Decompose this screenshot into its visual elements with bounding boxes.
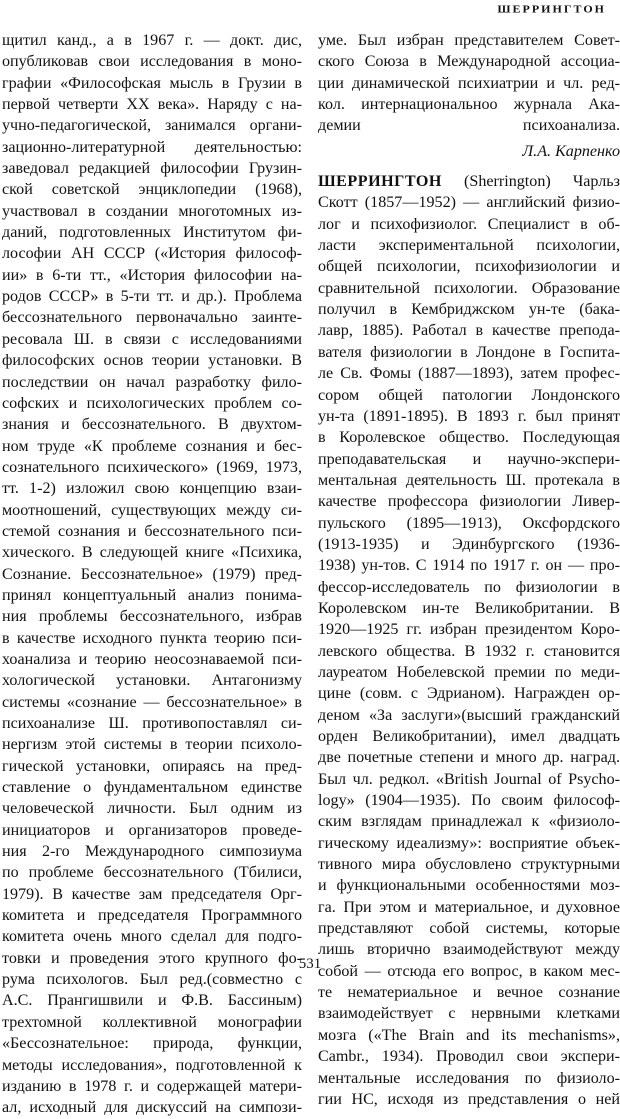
- text-line: собой — отсюда его вопрос, в каком мес-: [318, 962, 620, 980]
- text-line: ским взглядам принадлежал к «физиоло-: [318, 813, 620, 831]
- text-line: лавр, 1885). Работал в качестве препода-: [318, 322, 620, 340]
- text-line: человеческой личности. Был одним из: [2, 800, 302, 818]
- text-line: ментальные исследования по физиоло-: [318, 1069, 620, 1087]
- text-line: Cambr., 1934). Проводил свои экспери-: [318, 1048, 620, 1066]
- text-line: ресовала Ш. в связи с исследованиями: [2, 330, 302, 348]
- text-line: родов СССР» в 5-ти тт. и др.). Проблема: [2, 288, 302, 306]
- text-line: сором общей патологии Лондонского: [318, 386, 620, 404]
- entry-first-line-rest: (Sherrington) Чарльз: [441, 173, 620, 191]
- text-line: комитета очень много сделал для подго-: [2, 928, 302, 946]
- text-line: хического. В следующей книге «Психика,: [2, 544, 302, 562]
- text-line: Был чл. редкол. «British Journal of Psycho-: [318, 770, 620, 788]
- text-line: принял концептуальный анализ понима-: [2, 586, 302, 604]
- text-line: инициаторов и организаторов проведе-: [2, 821, 302, 839]
- text-line: Королевском ин-те Великобритании. В: [318, 599, 620, 617]
- text-line: опубликовав свои исследования в моно-: [2, 53, 302, 71]
- text-line: в качестве исходного пункта теорию пси-: [2, 629, 302, 647]
- text-line: психоанализе Ш. противопоставлял си-: [2, 715, 302, 732]
- text-line: в Королевское общество. Последующая: [318, 429, 620, 447]
- page-number: 531: [298, 956, 322, 972]
- text-line: качестве профессора физиологии Ливер-: [318, 493, 620, 511]
- text-line: левского общества. В 1932 г. становится: [318, 642, 620, 660]
- text-line: мозга («The Brain and its mechanisms»,: [318, 1026, 620, 1044]
- author-signature: Л.А. Карпенко: [522, 142, 620, 160]
- text-line: щитил канд., а в 1967 г. — докт. дис,: [2, 32, 302, 49]
- text-line: трехтомной коллективной монографии: [2, 1013, 302, 1031]
- text-line: А.С. Прангишвили и Ф.В. Бассиным): [2, 992, 302, 1010]
- text-line: га. При этом и материальное, и духовное: [318, 898, 620, 916]
- text-line: ном труде «К проблеме сознания и бес-: [2, 437, 302, 455]
- text-line: стемой сознания и бессознательного пси-: [2, 522, 302, 540]
- text-line: Сознание. Бессознательное» (1979) пред-: [2, 565, 302, 583]
- text-line: (1913-1935) и Эдинбургского (1936-: [318, 535, 620, 553]
- text-line: пульского (1895—1913), Оксфордского: [318, 514, 620, 532]
- text-line: моотношений, существующих между си-: [2, 501, 302, 519]
- text-line: бессознательного первоначально заинте-: [2, 309, 302, 327]
- text-line: ии» в 6-ти тт., «История философии на-: [2, 266, 302, 284]
- text-line: представляют собой системы, которые: [318, 920, 620, 938]
- text-line: ментальная деятельность Ш. протекала в: [318, 471, 620, 489]
- text-line: получил в Кембриджском ун-те (бака-: [318, 301, 620, 319]
- text-line: цине (совм. с Эдрианом). Награжден ор-: [318, 685, 620, 703]
- text-line: заведовал редакцией философии Грузин-: [2, 160, 302, 178]
- text-line: графии «Философская мысль в Грузии в: [2, 74, 302, 92]
- text-line: философских основ теории установки. В: [2, 352, 302, 370]
- text-line: демии психоанализа.: [318, 117, 620, 135]
- text-line: «Бессознательное: природа, функции,: [2, 1035, 302, 1053]
- text-line: комитета и председателя Программного: [2, 907, 302, 925]
- text-line: вателя физиологии в Лондоне в Госпита-: [318, 343, 620, 361]
- text-line: 1979). В качестве зам председателя Орг-: [2, 885, 302, 903]
- text-line: хоанализа и теорию неосознаваемой пси-: [2, 650, 302, 668]
- text-line: ской советской энциклопедии (1968),: [2, 181, 302, 199]
- text-line: ал, исходный для дискуссий на симпози-: [2, 1099, 302, 1117]
- text-line: лауреатом Нобелевской премии по меди-: [318, 663, 620, 681]
- text-line: тивного мира обусловлено структурными: [318, 856, 620, 874]
- text-line: орден Великобритании), имел двадцать: [318, 728, 620, 745]
- text-line: те нематериальное и вечное сознание: [318, 984, 620, 1002]
- text-line: уме. Был избран представителем Совет-: [318, 32, 620, 49]
- text-line: гии НС, исходя из представления о ней: [318, 1090, 620, 1108]
- text-line: 1938) ун-тов. С 1914 по 1917 г. он — про-: [318, 557, 620, 575]
- text-line: знания и бессознательного. В двухтом-: [2, 416, 302, 434]
- text-line: взаимодействует с нервными клетками: [318, 1005, 620, 1023]
- text-line: софских и психологических проблем со-: [2, 394, 302, 412]
- text-line: ского Союза в Международной ассоциа-: [318, 53, 620, 71]
- text-line: сравнительной психологии. Образование: [318, 279, 620, 297]
- text-line: кол. интернациональноо журнала Ака-: [318, 96, 620, 114]
- text-line: первой четверти XX века». Наряду с на-: [2, 96, 302, 114]
- text-line: даний, подготовленных Институтом фи-: [2, 224, 302, 242]
- text-line: последствии он начал разработку фило-: [2, 373, 302, 391]
- right-column: [318, 30, 620, 1110]
- text-line: ния 2-го Международного симпозиума: [2, 843, 302, 861]
- text-line: системы «сознание — бессознательное» в: [2, 693, 302, 711]
- text-line: лог и психофизиолог. Специалист в об-: [318, 215, 620, 233]
- text-line: и функциональными особенностями моз-: [318, 877, 620, 895]
- text-line: нергизм этой системы в теории психоло-: [2, 736, 302, 754]
- text-line: лософии АН СССР («История философ-: [2, 245, 302, 263]
- text-line: ле Св. Фомы (1887—1893), затем профес-: [318, 365, 620, 383]
- text-line: товки и проведения этого крупного фо-: [2, 949, 302, 967]
- text-line: лишь вторично взаимодействуют между: [318, 941, 620, 959]
- text-line: ставление о фундаментальном единстве: [2, 779, 302, 797]
- text-line: тт. 1-2) изложил свою концепцию взаи-: [2, 480, 302, 498]
- text-line: общей психологии, психофизиологии и: [318, 258, 620, 276]
- text-line: logy» (1904—1935). По своим философ-: [318, 792, 620, 810]
- text-line: изданию в 1978 г. и содержащей матери-: [2, 1077, 302, 1095]
- text-line: ции динамической психиатрии и чл. ред-: [318, 74, 620, 92]
- text-line: рума психологов. Был ред.(совместно с: [2, 971, 302, 989]
- previous-entry-ending: [318, 30, 620, 137]
- entry-headword: ШЕРРИНГТОН: [318, 173, 442, 191]
- text-line: ун-та (1891-1895). В 1893 г. был принят: [318, 407, 620, 425]
- text-line: зационно-литературной деятельностью:: [2, 138, 302, 156]
- text-line: сознательного психического» (1969, 1973,: [2, 458, 302, 476]
- text-line: учно-педагогической, занимался органи-: [2, 117, 302, 135]
- text-line: фессор-исследователь по физиологии в: [318, 578, 620, 596]
- text-line: хологической установки. Антагонизму: [2, 672, 302, 690]
- text-line: две почетные степени и много др. наград.: [318, 749, 620, 767]
- running-head: ШЕРРИНГТОН: [497, 2, 606, 16]
- text-line: по проблеме бессознательного (Тбилиси,: [2, 864, 302, 882]
- text-line: ния проблемы бессознательного, избрав: [2, 608, 302, 626]
- text-line: гическому идеализму»: восприятие объек-: [318, 834, 620, 852]
- text-line: деном «За заслуги»(высший гражданский: [318, 706, 620, 724]
- entry-first-line: [318, 171, 620, 192]
- text-line: участвовал в создании многотомных из-: [2, 202, 302, 220]
- text-line: методы исследования», подготовленной к: [2, 1056, 302, 1074]
- text-line: гической установки, опираясь на пред-: [2, 757, 302, 775]
- text-line: преподавательская и научно-экспери-: [318, 450, 620, 468]
- text-line: 1920—1925 гг. избран президентом Коро-: [318, 621, 620, 639]
- text-line: ласти экспериментальной психологии,: [318, 237, 620, 255]
- text-line: Скотт (1857—1952) — английский физио-: [318, 194, 620, 212]
